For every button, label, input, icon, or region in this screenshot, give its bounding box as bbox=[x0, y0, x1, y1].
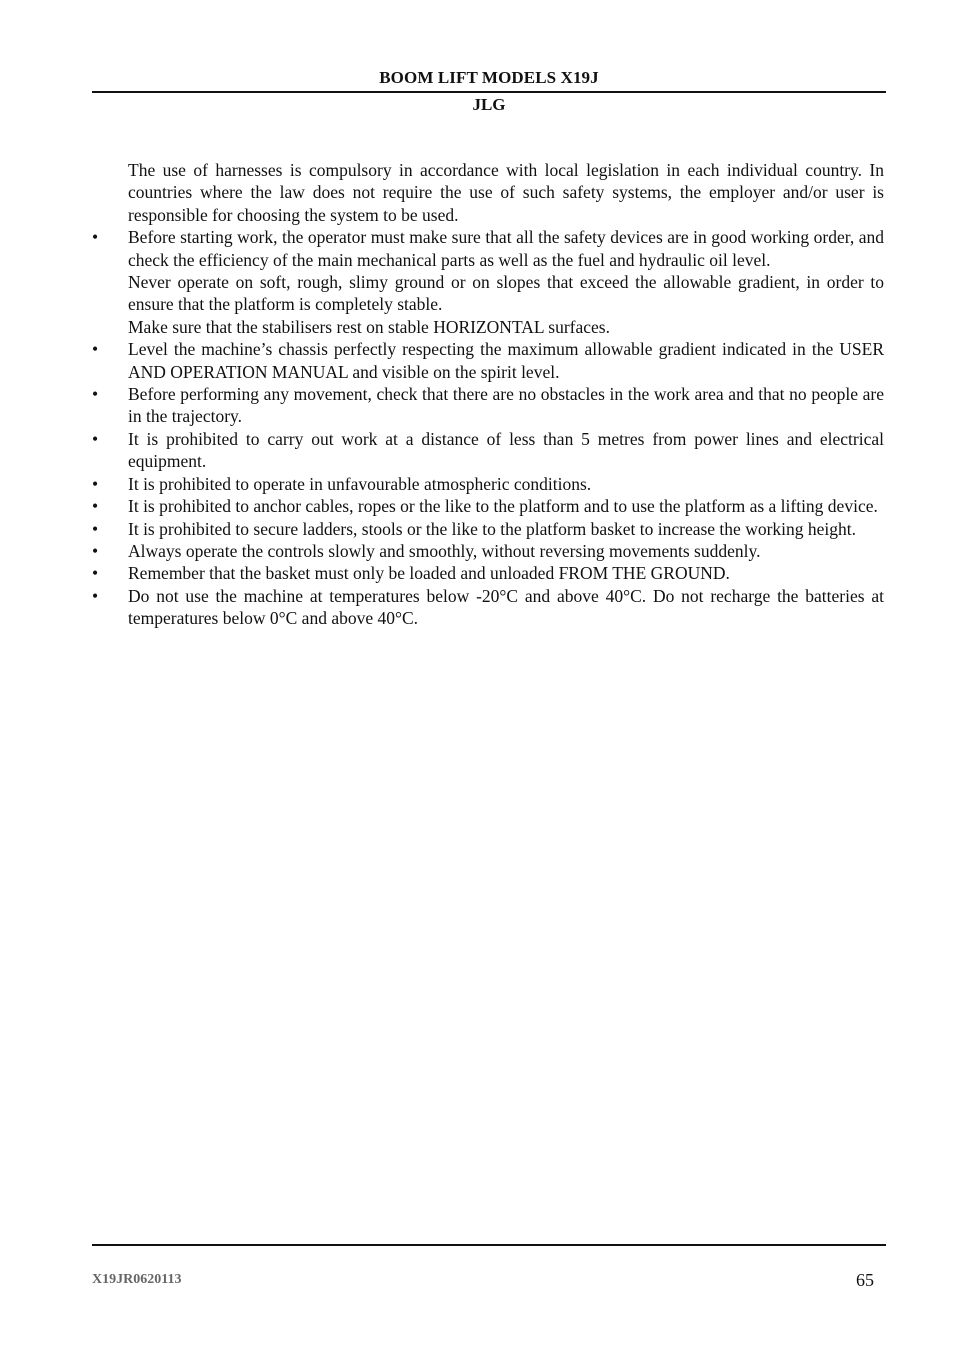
bullet-marker: • bbox=[92, 496, 99, 517]
header-brand: JLG bbox=[472, 95, 506, 114]
document-body bbox=[92, 159, 884, 630]
bullet-text: Do not use the machine at temperatures below -20°C and above 40°C. Do not recharge the batteries at temperatures below 0°C and above 40°C. bbox=[128, 585, 884, 629]
bullet-marker: • bbox=[92, 227, 99, 248]
bullet-item bbox=[92, 428, 884, 473]
bullet-marker: • bbox=[92, 585, 99, 606]
bullet-marker: • bbox=[92, 339, 99, 360]
bullet-item bbox=[92, 338, 884, 383]
bullet-marker: • bbox=[92, 563, 99, 584]
bullet-marker: • bbox=[92, 518, 99, 539]
bullet-text: Always operate the controls slowly and smoothly, without reversing movements suddenly. bbox=[128, 540, 761, 561]
bullet-marker: • bbox=[92, 384, 99, 405]
bullet-marker: • bbox=[92, 540, 99, 561]
bullet-subparagraph: Never operate on soft, rough, slimy ground or on slopes that exceed the allowable gradient, in order to ensure that the platform is completely stable. bbox=[128, 272, 884, 315]
intro-paragraph: The use of harnesses is compulsory in accordance with local legislation in each individual country. In countries where the law does not require the use of such safety systems, the employer and/or user is responsible for choosing the system to be used. bbox=[128, 160, 884, 225]
bullet-item bbox=[92, 585, 884, 630]
bullet-item bbox=[92, 383, 884, 428]
bullet-marker: • bbox=[92, 428, 99, 449]
header-rule bbox=[92, 91, 886, 93]
bullet-item bbox=[92, 540, 884, 562]
bullet-marker: • bbox=[92, 473, 99, 494]
bullet-item bbox=[92, 495, 884, 517]
footer-rule bbox=[92, 1244, 886, 1246]
bullet-text: Remember that the basket must only be loaded and unloaded FROM THE GROUND. bbox=[128, 563, 730, 584]
page-number: 65 bbox=[856, 1270, 874, 1290]
bullet-text: It is prohibited to carry out work at a distance of less than 5 metres from power lines and electrical equipment. bbox=[128, 428, 884, 472]
bullet-item bbox=[92, 473, 884, 495]
header-title: BOOM LIFT MODELS X19J bbox=[379, 68, 599, 87]
bullet-text: It is prohibited to anchor cables, ropes or the like to the platform and to use the platform as a lifting device. bbox=[128, 496, 878, 517]
bullet-text: Before starting work, the operator must make sure that all the safety devices are in good working order, and check the efficiency of the main mechanical parts as well as the fuel and hydraulic oil level. bbox=[128, 227, 884, 270]
bullet-text: It is prohibited to operate in unfavourable atmospheric conditions. bbox=[128, 473, 592, 494]
document-code: X19JR0620113 bbox=[92, 1272, 182, 1287]
bullet-text: It is prohibited to secure ladders, stools or the like to the platform basket to increase the working height. bbox=[128, 518, 857, 539]
bullet-item bbox=[92, 562, 884, 584]
bullet-subparagraph: Make sure that the stabilisers rest on stable HORIZONTAL surfaces. bbox=[128, 316, 610, 337]
bullet-item bbox=[92, 518, 884, 540]
bullet-item bbox=[92, 226, 884, 338]
bullet-text: Before performing any movement, check that there are no obstacles in the work area and that no people are in the trajectory. bbox=[128, 384, 884, 427]
bullet-text: Level the machine’s chassis perfectly respecting the maximum allowable gradient indicated in the USER AND OPERATION MANUAL and visible on the spirit level. bbox=[128, 339, 884, 382]
